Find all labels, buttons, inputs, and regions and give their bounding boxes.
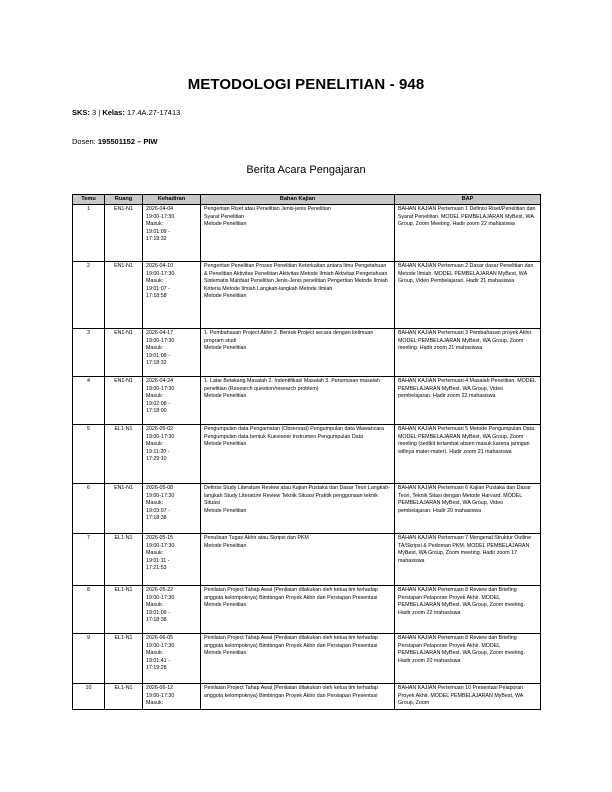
lecturer-meta <box>72 137 158 146</box>
table-row <box>73 262 541 329</box>
cell-bahan-kajian <box>201 534 395 586</box>
table-row <box>73 586 541 634</box>
cell-temu-text: 10 <box>85 685 92 691</box>
cell-ruang <box>105 329 143 377</box>
cell-ruang <box>105 634 143 684</box>
cell-ruang <box>105 205 143 262</box>
bap-table <box>72 194 541 710</box>
cell-bahan-kajian-text: Penilaian Project Tahap Awal (Penilaian dilakukan oleh ketua tim terhadap anggota kelompoknya) Bimbingan Proyek Akhir dan Persiapan Presentasi Metode Penelitian <box>204 587 378 608</box>
header-ruang: Ruang <box>105 195 143 205</box>
kelas-value: 17.4A.27-17413 <box>126 108 181 117</box>
cell-ruang-text: EN1-N1 <box>114 485 133 491</box>
cell-kehadiran <box>143 684 201 710</box>
cell-bap-text: BAHAN KAJIAN Pertemuan 8 Review dan Briefing Persiapan Pelaporan Proyek Akhir. MODEL PEMBELAJARAN MyBest, WA Group, Zoom meeting. Hadir zoom 22 mahasiswa <box>398 587 525 616</box>
cell-kehadiran-text: 2026-05-15 19:00-17:30 Masuk: 19:01:11 - 17:21:53 <box>146 535 175 571</box>
cell-bahan-kajian-text: Pengumpulan data Pengamatan (Observasi) Pengumpulan data Wawancara Pengumpulan data bentuk Kuesioner Instrumen Pengumpulan Data Metode Penelitian <box>204 426 385 447</box>
cell-bap-text: BAHAN KAJIAN Pertemuan 1 Definisi Riset/Penelitian dan Syarat Penelitian. MODEL PEMBELAJARAN MyBest, WA Group, Zoom Meeting. Hadir zoom 22 mahasiswa <box>398 206 536 227</box>
cell-bahan-kajian-text: Penulisan Tugas Akhir atau Skripsi dan PKM Metode Penelitian <box>204 535 309 549</box>
kelas-label: Kelas: <box>102 108 125 117</box>
cell-bap-text: BAHAN KAJIAN Pertemuan 4 Masalah Penelitian. MODEL PEMBELAJARAN MyBest, WA Group, Video pembelajaran. Hadir zoom 22 mahasiswa <box>398 378 536 399</box>
cell-temu <box>73 586 105 634</box>
cell-temu-text: 3 <box>87 330 90 336</box>
cell-ruang-text: EN1-N1 <box>114 330 133 336</box>
cell-bahan-kajian-text: Pengertian Penelitian Proses Penelitian Keterkaitan antara Ilmu Pengetahuan & Penelitian Aktivitas Penelitian Aktivitas Metode Ilmiah Aktivitas Pengetahuan Sistematis Manfaat Penelitian Jenis-Jenis penelitian Pengertian Metode Ilmiah Kriteria Metode Ilmiah Langkah-langkah Metode Ilmiah Metode Penelitian <box>204 263 388 299</box>
cell-bahan-kajian <box>201 425 395 484</box>
cell-kehadiran-text: 2026-04-24 19:00-17:30 Masuk: 19:02:08 - 17:18:00 <box>146 378 175 414</box>
cell-kehadiran-text: 2026-05-22 19:00-17:30 Masuk: 19:01:09 - 17:18:38 <box>146 587 175 623</box>
cell-temu-text: 7 <box>87 535 90 541</box>
cell-kehadiran <box>143 634 201 684</box>
cell-bap-text: BAHAN KAJIAN Pertemuan 8 Review dan Briefing Persiapan Pelaporan Proyek Akhir. MODEL PEMBELAJARAN MyBest, WA Group, Zoom meeting. Hadir zoom 20 mahasiswa <box>398 635 525 664</box>
cell-ruang <box>105 425 143 484</box>
cell-temu-text: 2 <box>87 263 90 269</box>
cell-temu-text: 9 <box>87 635 90 641</box>
cell-ruang <box>105 484 143 534</box>
cell-kehadiran-text: 2026-04-10 19:00-17:30 Masuk: 19:01:07 - 17:18:58 <box>146 263 175 299</box>
cell-bahan-kajian-text: Penilaian Project Tahap Awal (Penilaian dilakukan oleh ketua tim terhadap anggota kelompoknya) Bimbingan Proyek Akhir dan Persiapan Presentasi <box>204 685 378 699</box>
cell-bap-text: BAHAN KAJIAN Pertemuan 10 Presentasi Pelaporan Proyek Akhir. MODEL PEMBELAJARAN MyBest, WA Group, Zoom <box>398 685 524 706</box>
cell-bap <box>395 684 541 710</box>
course-meta <box>72 108 180 117</box>
cell-bap <box>395 205 541 262</box>
cell-temu <box>73 425 105 484</box>
cell-temu <box>73 262 105 329</box>
table-row <box>73 329 541 377</box>
cell-temu <box>73 377 105 425</box>
cell-bap-text: BAHAN KAJIAN Pertemuan 5 Metode Pengumpulan Data. MODEL PEMBELAJARAN MyBest, WA Group, Zoom meeting (sedikit terlambat absen masuk karena jaringan wifinya mater-mater). Hadir zoom 21 mahasiswa <box>398 426 536 455</box>
sks-label: SKS: <box>72 108 90 117</box>
cell-bahan-kajian-text: 1. Latar Belakang Masalah 2. Indentifikasi Masalah 3. Perumusan masalah penelitian (Research question/research problem) Metode Penelitian <box>204 378 380 399</box>
dosen-value: 195501152 – PIW <box>97 137 158 146</box>
cell-bahan-kajian <box>201 205 395 262</box>
cell-ruang <box>105 586 143 634</box>
cell-temu <box>73 205 105 262</box>
cell-temu <box>73 684 105 710</box>
cell-temu-text: 8 <box>87 587 90 593</box>
table-row <box>73 484 541 534</box>
cell-ruang <box>105 262 143 329</box>
cell-temu <box>73 534 105 586</box>
cell-kehadiran-text: 2026-06-05 19:00-17:30 Masuk: 19:01:41 - 17:19:28 <box>146 635 175 671</box>
table-row <box>73 205 541 262</box>
cell-kehadiran-text: 2026-04-17 19:00-17:30 Masuk: 19:01:09 - 17:18:32 <box>146 330 175 366</box>
cell-bap-text: BAHAN KAJIAN Pertemuan 2 Dasar dasar Penelitian dan Metode Ilmiah. MODEL PEMBELAJARAN MyBest, WA Group, Video Pembelajaran. Hadir 21 mahasiswa <box>398 263 534 284</box>
cell-temu <box>73 634 105 684</box>
header-kehadiran: Kehadiran <box>143 195 201 205</box>
table-body <box>73 205 541 710</box>
table-row <box>73 534 541 586</box>
cell-temu-text: 5 <box>87 426 90 432</box>
cell-bap <box>395 262 541 329</box>
cell-temu-text: 6 <box>87 485 90 491</box>
cell-ruang-text: EL1-N1 <box>114 685 133 691</box>
cell-kehadiran-text: 2026-05-08 19:00-17:30 Masuk: 19:03:07 - 17:18:38 <box>146 485 175 521</box>
cell-bahan-kajian-text: 1. Pembahasan Project Akhir 2. Bentuk Project secara dengan keilmuan program studi Metode Penelitian <box>204 330 374 351</box>
cell-bap-text: BAHAN KAJIAN Pertemuan 7 Mengenal Struktur Outline TA/Skripsi & Pedoman PKM. MODEL PEMBELAJARAN MyBest, WA Group, Zoom meeting. Hadir zoom 17 mahasiswa <box>398 535 532 564</box>
cell-kehadiran <box>143 425 201 484</box>
cell-bahan-kajian <box>201 377 395 425</box>
cell-temu <box>73 484 105 534</box>
table-header-row <box>73 195 541 205</box>
cell-bap <box>395 425 541 484</box>
cell-ruang <box>105 684 143 710</box>
cell-temu-text: 1 <box>87 206 90 212</box>
cell-ruang <box>105 534 143 586</box>
cell-bap <box>395 634 541 684</box>
meta-separator: | <box>98 108 101 117</box>
table-row <box>73 684 541 710</box>
cell-temu <box>73 329 105 377</box>
header-bahan-kajian: Bahan Kajian <box>201 195 395 205</box>
sks-value: 3 <box>92 108 97 117</box>
cell-kehadiran <box>143 205 201 262</box>
cell-bap <box>395 534 541 586</box>
cell-bap <box>395 484 541 534</box>
dosen-label: Dosen: <box>72 137 96 146</box>
cell-ruang-text: EL1-N1 <box>114 635 133 641</box>
cell-ruang-text: EN1-N1 <box>114 206 133 212</box>
cell-bahan-kajian <box>201 484 395 534</box>
cell-kehadiran <box>143 262 201 329</box>
section-subtitle: Berita Acara Pengajaran <box>246 164 366 176</box>
cell-ruang-text: EN1-N1 <box>114 378 133 384</box>
table-row <box>73 377 541 425</box>
cell-bap <box>395 377 541 425</box>
cell-kehadiran <box>143 377 201 425</box>
cell-ruang-text: EL1-N1 <box>114 587 133 593</box>
cell-bahan-kajian <box>201 634 395 684</box>
header-bap: BAP <box>395 195 541 205</box>
cell-bap <box>395 586 541 634</box>
cell-ruang-text: EN1-N1 <box>114 263 133 269</box>
cell-kehadiran <box>143 484 201 534</box>
document-title: METODOLOGI PENELITIAN - 948 <box>187 76 425 93</box>
cell-bahan-kajian-text: Definisi Study Literature Review atau Kajian Pustaka dan Dasar Teori Langkah-langkah Study Literature Review Teknik Situasi Praktik penggunaan teknik Situasi Metode Penelitian <box>204 485 390 514</box>
cell-kehadiran <box>143 329 201 377</box>
table-row <box>73 634 541 684</box>
table-row <box>73 425 541 484</box>
cell-bap-text: BAHAN KAJIAN Pertemuan 3 Pembahasan proyek Akhir. MODEL PEMBELAJARAN MyBest, WA Group, Zoom meeting. Hadir zoom 21 mahasiswa <box>398 330 533 351</box>
cell-bahan-kajian <box>201 262 395 329</box>
cell-kehadiran-text: 2026-05-02 19:00-17:30 Masuk: 19:11:20 - 17:29:10 <box>146 426 175 462</box>
cell-bahan-kajian-text: Pengertian Riset atau Penelitian Jenis-jenis Penelitian Syarat Penelitian Metode Penelitian <box>204 206 331 227</box>
cell-bahan-kajian <box>201 586 395 634</box>
cell-temu-text: 4 <box>87 378 90 384</box>
cell-bahan-kajian-text: Penilaian Project Tahap Awal (Penilaian dilakukan oleh ketua tim terhadap anggota kelompoknya) Bimbingan Proyek Akhir dan Persiapan Presentasi Metode Penelitian <box>204 635 378 656</box>
cell-kehadiran <box>143 534 201 586</box>
cell-ruang <box>105 377 143 425</box>
cell-kehadiran-text: 2026-04-04 19:00-17:30 Masuk: 19:01:09 - 17:18:32 <box>146 206 175 242</box>
cell-bap <box>395 329 541 377</box>
cell-kehadiran-text: 2026-06-12 19:00-17:30 Masuk: <box>146 685 175 706</box>
cell-ruang-text: EL1-N1 <box>114 535 133 541</box>
cell-bahan-kajian <box>201 684 395 710</box>
cell-kehadiran <box>143 586 201 634</box>
cell-bahan-kajian <box>201 329 395 377</box>
cell-bap-text: BAHAN KAJIAN Pertemuan 6 Kajian Pustaka dan Dasar Teori, Teknik Sitasi dengan Metode Harvard. MODEL PEMBELAJARAN MyBest, WA Group, Video pembelajaran. Hadir 20 mahasiswa <box>398 485 531 514</box>
cell-ruang-text: EL1-N1 <box>114 426 133 432</box>
header-temu: Temu <box>73 195 105 205</box>
